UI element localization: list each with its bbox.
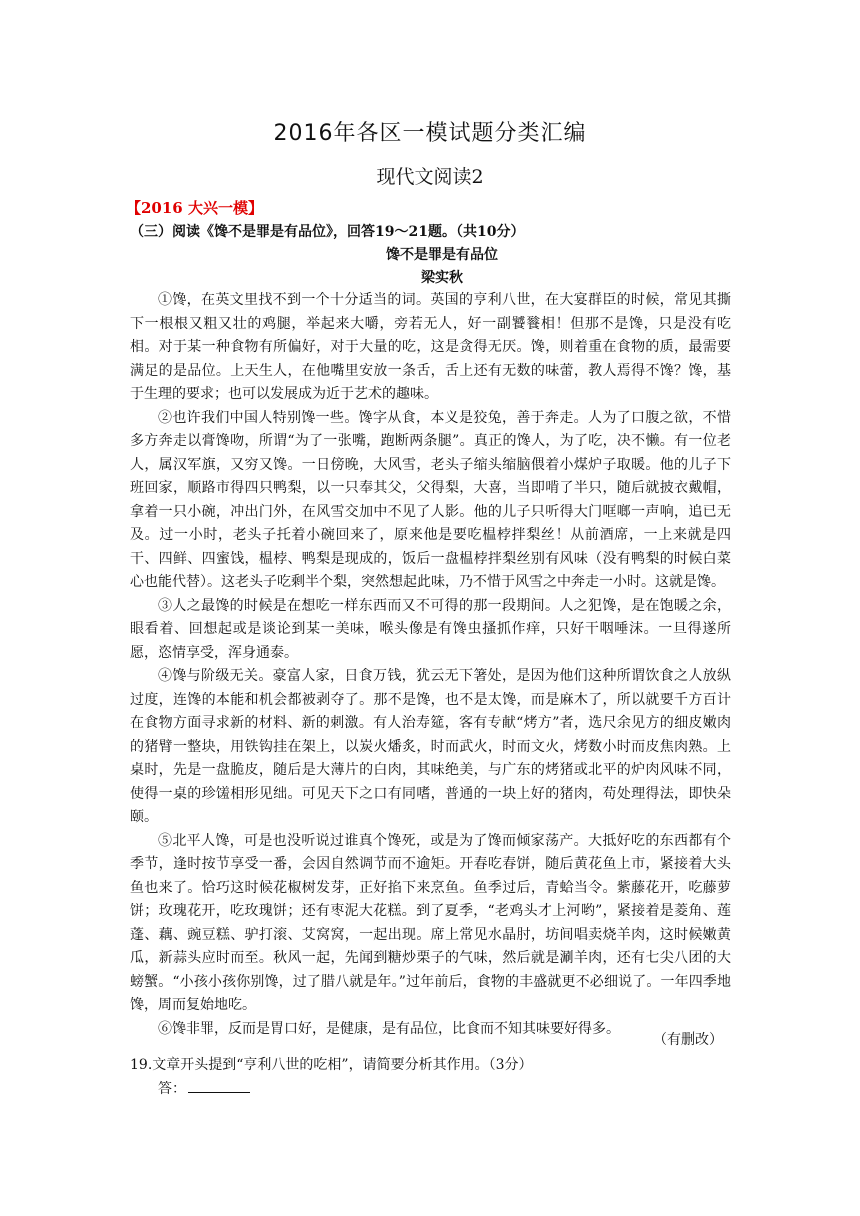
- article-author: 梁实秋: [421, 270, 463, 286]
- document-title: 2016年各区一模试题分类汇编: [273, 121, 587, 146]
- paragraph-1: ①馋，在英文里找不到一个十分适当的词。英国的亨利八世，在大宴群臣的时候，常见其撕下一根根又粗又壮的鸡腿，举起来大嚼，旁若无人，好一副饕餮相！但那不是馋，只是没有吃相。对于某一种食物有所偏好，对于大量的吃，这是贪得无厌。馋，则着重在食物的质，最需要满足的是品位。上天生人，在他嘴里安放一条舌，舌上还有无数的味蕾，教人焉得不馋？馋，基于生理的要求；也可以发展成为近于艺术的趣味。: [130, 292, 731, 402]
- edit-note: （有删改）: [653, 1032, 723, 1048]
- paragraph-6: ⑥馋非罪，反而是胃口好，是健康，是有品位，比食而不知其味要好得多。: [158, 1020, 620, 1037]
- answer-blank[interactable]: [188, 1078, 250, 1093]
- article-body: [130, 289, 731, 1041]
- question-19: 19.文章开头提到“亨利八世的吃相”，请简要分析其作用。（3分）: [130, 1057, 533, 1073]
- article-title: 馋不是罪是有品位: [386, 247, 498, 263]
- paragraph-4: ④馋与阶级无关。豪富人家，日食万钱，犹云无下箸处，是因为他们这种所谓饮食之人放纵过度，连馋的本能和机会都被剥夺了。那不是馋，也不是太馋，而是麻木了，所以就要千方百计在食物方面寻求新的材料、新的刺激。有人治寿筵，客有专献“烤方”者，选尺余见方的细皮嫩肉的猪臂一整块，用铁钩挂在架上，以炭火燔炙，时而武火，时而文火，烤数小时而皮焦肉熟。上桌时，先是一盘脆皮，随后是大薄片的白肉，其味绝美，与广东的烤猪或北平的炉肉风味不同，使得一桌的珍馐相形见绌。可见天下之口有同嗜，普通的一块上好的猪肉，苟处理得法，即快朵颐。: [130, 668, 731, 825]
- paragraph-3: ③人之最馋的时候是在想吃一样东西而又不可得的那一段期间。人之犯馋，是在饱暖之余，眼看着、回想起或是谈论到某一美味，喉头像是有馋虫搔抓作痒，只好干咽唾沫。一旦得遂所愿，恣情享受，浑身通泰。: [130, 597, 731, 661]
- paragraph-5: ⑤北平人馋，可是也没听说过谁真个馋死，或是为了馋而倾家荡产。大抵好吃的东西都有个季节，逢时按节享受一番，会因自然调节而不逾矩。开春吃春饼，随后黄花鱼上市，紧接着大头鱼也来了。恰巧这时候花椒树发芽，正好掐下来烹鱼。鱼季过后，青蛤当令。紫藤花开，吃藤萝饼；玫瑰花开，吃玫瑰饼；还有枣泥大花糕。到了夏季，“老鸡头才上河哟”，紧接着是菱角、莲蓬、藕、豌豆糕、驴打滚、艾窝窝，一起出现。席上常见水晶肘，坊间唱卖烧羊肉，这时候嫩黄瓜，新蒜头应时而至。秋风一起，先闻到糖炒栗子的气味，然后就是涮羊肉，还有七尖八团的大螃蟹。“小孩小孩你别馋，过了腊八就是年。”过年前后，食物的丰盛就更不必细说了。一年四季地馋，周而复始地吃。: [130, 832, 731, 1013]
- section-heading: （三）阅读《馋不是罪是有品位》，回答19～21题。（共10分）: [130, 224, 525, 240]
- answer-label: 答：: [158, 1081, 186, 1097]
- answer-row: [158, 1078, 250, 1098]
- document-subtitle: 现代文阅读2: [376, 166, 484, 188]
- paragraph-2: ②也许我们中国人特别馋一些。馋字从食，本义是狡兔，善于奔走。人为了口腹之欲，不惜多方奔走以膏馋吻，所谓“为了一张嘴，跑断两条腿”。真正的馋人，为了吃，决不懒。有一位老人，属汉军旗，又穷又馋。一日傍晚，大风雪，老头子缩头缩脑偎着小煤炉子取暖。他的儿子下班回家，顺路市得四只鸭梨，以一只奉其父，父得梨，大喜，当即啃了半只，随后就披衣戴帽，拿着一只小碗，冲出门外，在风雪交加中不见了人影。他的儿子只听得大门哐啷一声响，追已无及。过一小时，老头子托着小碗回来了，原来他是要吃榅桲拌梨丝！从前酒席，一上来就是四干、四鲜、四蜜饯，榅桲、鸭梨是现成的，饭后一盘榅桲拌梨丝别有风味（没有鸭梨的时候白菜心也能代替）。这老头子吃剩半个梨，突然想起此味，乃不惜于风雪之中奔走一小时。这就是馋。: [130, 409, 731, 590]
- source-tag: 【2016 大兴一模】: [126, 199, 263, 217]
